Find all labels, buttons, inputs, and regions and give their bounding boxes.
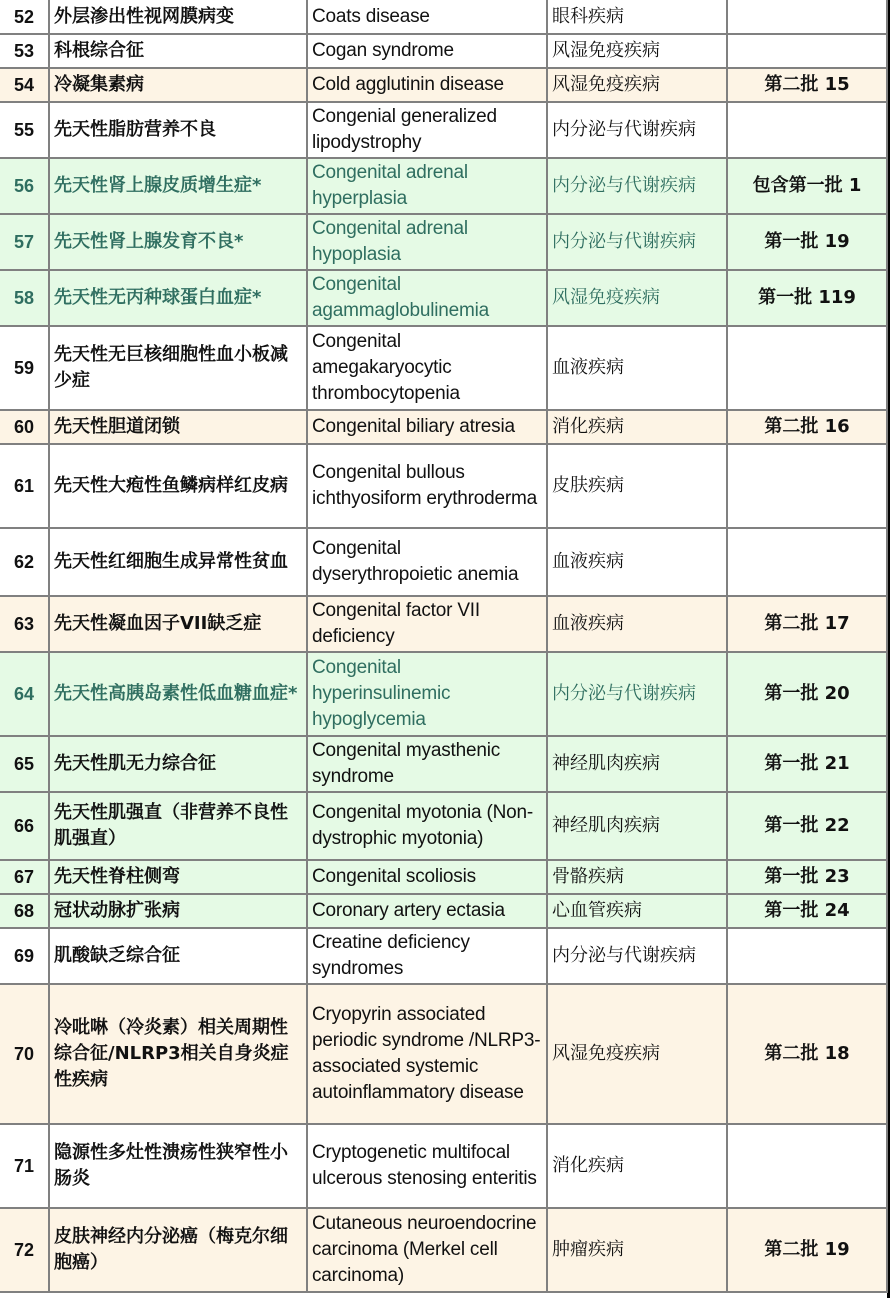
batch-label bbox=[727, 34, 887, 68]
chinese-name: 先天性脊柱侧弯 bbox=[49, 860, 307, 894]
row-number: 60 bbox=[0, 410, 49, 444]
english-name: Coats disease bbox=[307, 0, 547, 34]
batch-label bbox=[727, 1124, 887, 1208]
table-row bbox=[0, 158, 887, 214]
row-number: 66 bbox=[0, 792, 49, 860]
table-row bbox=[0, 792, 887, 860]
category: 内分泌与代谢疾病 bbox=[547, 928, 727, 984]
chinese-name: 先天性高胰岛素性低血糖血症* bbox=[49, 652, 307, 736]
chinese-name: 先天性脂肪营养不良 bbox=[49, 102, 307, 158]
chinese-name: 先天性无巨核细胞性血小板减少症 bbox=[49, 326, 307, 410]
table-row bbox=[0, 270, 887, 326]
chinese-name: 先天性无丙种球蛋白血症* bbox=[49, 270, 307, 326]
batch-label: 第一批 23 bbox=[727, 860, 887, 894]
english-name: Congenital dyserythropoietic anemia bbox=[307, 528, 547, 596]
batch-label bbox=[727, 326, 887, 410]
batch-label: 第二批 17 bbox=[727, 596, 887, 652]
batch-label: 第二批 18 bbox=[727, 984, 887, 1124]
chinese-name: 先天性肌强直（非营养不良性肌强直） bbox=[49, 792, 307, 860]
batch-label: 第一批 21 bbox=[727, 736, 887, 792]
table-row bbox=[0, 652, 887, 736]
batch-label bbox=[727, 928, 887, 984]
row-number: 68 bbox=[0, 894, 49, 928]
table-row bbox=[0, 0, 887, 34]
english-name: Coronary artery ectasia bbox=[307, 894, 547, 928]
category: 消化疾病 bbox=[547, 410, 727, 444]
row-number: 63 bbox=[0, 596, 49, 652]
english-name: Creatine deficiency syndromes bbox=[307, 928, 547, 984]
batch-label bbox=[727, 0, 887, 34]
row-number: 54 bbox=[0, 68, 49, 102]
row-number: 58 bbox=[0, 270, 49, 326]
category: 内分泌与代谢疾病 bbox=[547, 652, 727, 736]
category: 心血管疾病 bbox=[547, 894, 727, 928]
category: 风湿免疫疾病 bbox=[547, 68, 727, 102]
batch-label bbox=[727, 444, 887, 528]
english-name: Congenital myasthenic syndrome bbox=[307, 736, 547, 792]
category: 风湿免疫疾病 bbox=[547, 270, 727, 326]
batch-label: 包含第一批 1 bbox=[727, 158, 887, 214]
batch-label: 第二批 16 bbox=[727, 410, 887, 444]
row-number: 72 bbox=[0, 1208, 49, 1292]
chinese-name: 先天性肌无力综合征 bbox=[49, 736, 307, 792]
english-name: Congenital agammaglobulinemia bbox=[307, 270, 547, 326]
english-name: Congenital myotonia (Non-dystrophic myotonia) bbox=[307, 792, 547, 860]
english-name: Congenital amegakaryocytic thrombocytopenia bbox=[307, 326, 547, 410]
table-row bbox=[0, 984, 887, 1124]
category: 眼科疾病 bbox=[547, 0, 727, 34]
english-name: Cold agglutinin disease bbox=[307, 68, 547, 102]
table-row bbox=[0, 410, 887, 444]
table-row bbox=[0, 928, 887, 984]
english-name: Congenital factor VII deficiency bbox=[307, 596, 547, 652]
row-number: 70 bbox=[0, 984, 49, 1124]
row-number: 59 bbox=[0, 326, 49, 410]
chinese-name: 冷凝集素病 bbox=[49, 68, 307, 102]
chinese-name: 先天性凝血因子VII缺乏症 bbox=[49, 596, 307, 652]
category: 神经肌肉疾病 bbox=[547, 792, 727, 860]
table-row bbox=[0, 102, 887, 158]
batch-label bbox=[727, 528, 887, 596]
category: 皮肤疾病 bbox=[547, 444, 727, 528]
category: 血液疾病 bbox=[547, 528, 727, 596]
category: 神经肌肉疾病 bbox=[547, 736, 727, 792]
table-row bbox=[0, 326, 887, 410]
batch-label: 第一批 20 bbox=[727, 652, 887, 736]
table-row bbox=[0, 444, 887, 528]
chinese-name: 先天性大疱性鱼鳞病样红皮病 bbox=[49, 444, 307, 528]
batch-label: 第一批 22 bbox=[727, 792, 887, 860]
row-number: 65 bbox=[0, 736, 49, 792]
category: 消化疾病 bbox=[547, 1124, 727, 1208]
table-row bbox=[0, 1208, 887, 1292]
row-number: 53 bbox=[0, 34, 49, 68]
batch-label: 第一批 19 bbox=[727, 214, 887, 270]
table-row bbox=[0, 214, 887, 270]
chinese-name: 冠状动脉扩张病 bbox=[49, 894, 307, 928]
row-number: 55 bbox=[0, 102, 49, 158]
english-name: Cryopyrin associated periodic syndrome /NLRP3-associated systemic autoinflammatory disease bbox=[307, 984, 547, 1124]
chinese-name: 外层渗出性视网膜病变 bbox=[49, 0, 307, 34]
row-number: 69 bbox=[0, 928, 49, 984]
batch-label: 第一批 119 bbox=[727, 270, 887, 326]
chinese-name: 先天性肾上腺发育不良* bbox=[49, 214, 307, 270]
table-row bbox=[0, 894, 887, 928]
chinese-name: 先天性肾上腺皮质增生症* bbox=[49, 158, 307, 214]
table-row bbox=[0, 34, 887, 68]
row-number: 57 bbox=[0, 214, 49, 270]
english-name: Congenital scoliosis bbox=[307, 860, 547, 894]
batch-label bbox=[727, 102, 887, 158]
english-name: Cryptogenetic multifocal ulcerous stenosing enteritis bbox=[307, 1124, 547, 1208]
category: 风湿免疫疾病 bbox=[547, 34, 727, 68]
row-number: 71 bbox=[0, 1124, 49, 1208]
row-number: 61 bbox=[0, 444, 49, 528]
chinese-name: 隐源性多灶性溃疡性狭窄性小肠炎 bbox=[49, 1124, 307, 1208]
category: 内分泌与代谢疾病 bbox=[547, 102, 727, 158]
row-number: 52 bbox=[0, 0, 49, 34]
english-name: Congenital adrenal hyperplasia bbox=[307, 158, 547, 214]
category: 内分泌与代谢疾病 bbox=[547, 158, 727, 214]
row-number: 67 bbox=[0, 860, 49, 894]
chinese-name: 先天性胆道闭锁 bbox=[49, 410, 307, 444]
chinese-name: 肌酸缺乏综合征 bbox=[49, 928, 307, 984]
table-row bbox=[0, 736, 887, 792]
english-name: Congenital adrenal hypoplasia bbox=[307, 214, 547, 270]
table-row bbox=[0, 68, 887, 102]
english-name: Congenital hyperinsulinemic hypoglycemia bbox=[307, 652, 547, 736]
english-name: Congenital bullous ichthyosiform erythroderma bbox=[307, 444, 547, 528]
category: 血液疾病 bbox=[547, 326, 727, 410]
chinese-name: 皮肤神经内分泌癌（梅克尔细胞癌） bbox=[49, 1208, 307, 1292]
table-row bbox=[0, 860, 887, 894]
batch-label: 第一批 24 bbox=[727, 894, 887, 928]
english-name: Congenital biliary atresia bbox=[307, 410, 547, 444]
category: 血液疾病 bbox=[547, 596, 727, 652]
category: 风湿免疫疾病 bbox=[547, 984, 727, 1124]
row-number: 56 bbox=[0, 158, 49, 214]
english-name: Cogan syndrome bbox=[307, 34, 547, 68]
category: 内分泌与代谢疾病 bbox=[547, 214, 727, 270]
chinese-name: 先天性红细胞生成异常性贫血 bbox=[49, 528, 307, 596]
batch-label: 第二批 19 bbox=[727, 1208, 887, 1292]
table-row bbox=[0, 596, 887, 652]
english-name: Congenial generalized lipodystrophy bbox=[307, 102, 547, 158]
table-row bbox=[0, 1124, 887, 1208]
row-number: 64 bbox=[0, 652, 49, 736]
category: 肿瘤疾病 bbox=[547, 1208, 727, 1292]
chinese-name: 科根综合征 bbox=[49, 34, 307, 68]
english-name: Cutaneous neuroendocrine carcinoma (Merkel cell carcinoma) bbox=[307, 1208, 547, 1292]
table-row bbox=[0, 528, 887, 596]
batch-label: 第二批 15 bbox=[727, 68, 887, 102]
category: 骨骼疾病 bbox=[547, 860, 727, 894]
row-number: 62 bbox=[0, 528, 49, 596]
chinese-name: 冷吡啉（冷炎素）相关周期性综合征/NLRP3相关自身炎症性疾病 bbox=[49, 984, 307, 1124]
